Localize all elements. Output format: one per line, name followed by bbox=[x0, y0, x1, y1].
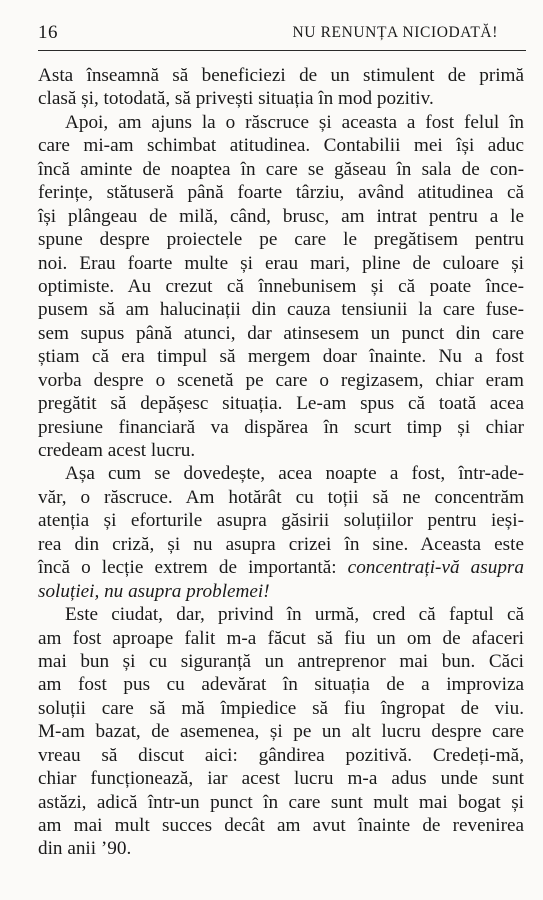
text-line: văr, o răscruce. Am hotărât cu toții să ne concentrăm bbox=[38, 486, 524, 508]
text-line: știam că era timpul să mergem doar înainte. Nu a fost bbox=[38, 346, 524, 368]
text-line: încă o lecție extrem de importantă: concentrați-vă asupra bbox=[38, 557, 524, 579]
text-line: din anii ’90. bbox=[38, 838, 132, 860]
text-line: atenția și eforturile asupra găsirii soluțiilor pentru ieși- bbox=[38, 510, 524, 532]
text-line: își plângeau de milă, când, brusc, am intrat pentru a le bbox=[38, 205, 524, 227]
header-rule bbox=[38, 50, 526, 51]
text-line: credeam acest lucru. bbox=[38, 440, 196, 461]
text-line: am mai mult succes decât am avut înainte de revenirea bbox=[38, 815, 524, 836]
text-line: care mi-am schimbat atitudinea. Contabilii mei își aduc bbox=[38, 135, 524, 157]
running-title: NU RENUNȚA NICIODATĂ! bbox=[292, 24, 498, 41]
text-line: astăzi, adică într-un punct în care sunt mult mai bogat și bbox=[38, 791, 524, 813]
text-line: vorba despre o scenetă pe care o regizasem, chiar eram bbox=[38, 369, 524, 391]
emphasis-text: concentrați-vă asupra bbox=[347, 557, 524, 579]
text-line: ferințe, stătuseră până foarte târziu, având atitudinea că bbox=[38, 182, 524, 204]
text-line: presiune financiară va dispărea în scurt timp și chiar bbox=[38, 416, 524, 438]
text-line: optimiste. Au crezut că înnebunisem și că poate înce- bbox=[38, 275, 524, 297]
text-line: sem supus până atunci, dar atinsesem un punct din care bbox=[38, 322, 524, 344]
text-line: rea din criză, și nu asupra crizei în sine. Aceasta este bbox=[38, 533, 524, 555]
text-line: soluții care să mă împiedice să fiu îngropat de viu. bbox=[38, 697, 524, 719]
text-line: pregătit să depășesc situația. Le-am spus că toată acea bbox=[38, 393, 524, 415]
text-line: Este ciudat, dar, privind în urmă, cred că faptul că bbox=[65, 604, 524, 626]
text-line: spune despre proiectele pe care le pregătisem pentru bbox=[38, 229, 524, 251]
page-number: 16 bbox=[38, 22, 58, 43]
text-line: noi. Erau foarte multe și erau mari, pline de culoare și bbox=[38, 252, 524, 274]
page-header bbox=[38, 22, 526, 46]
text-line: vreau să discut aici: gândirea pozitivă. Credeți-mă, bbox=[38, 744, 524, 766]
text-line: am fost pus cu adevărat în situația de a improviza bbox=[38, 674, 524, 696]
text-line: pusem să am halucinații din cauza tensiunii la care fuse- bbox=[38, 299, 524, 321]
text-line: am fost aproape falit m-a făcut să fiu un om de afaceri bbox=[38, 627, 524, 649]
emphasis-text: soluției, nu asupra problemei! bbox=[38, 580, 270, 602]
text-line: încă aminte de noaptea în care se găseau în sala de con- bbox=[38, 158, 524, 180]
text-line: M-am bazat, de asemenea, și pe un alt lucru despre care bbox=[38, 721, 524, 743]
text-line: Apoi, am ajuns la o răscruce și aceasta a fost felul în bbox=[65, 111, 524, 133]
text-line: Așa cum se dovedește, acea noapte a fost, într-ade- bbox=[65, 463, 524, 485]
text-line: mai bun și cu siguranță un antreprenor mai bun. Căci bbox=[38, 650, 524, 672]
body-text bbox=[38, 64, 524, 861]
text-line: chiar funcționează, iar acest lucru m-a adus unde sunt bbox=[38, 768, 524, 790]
text-line: Asta înseamnă să beneficiezi de un stimulent de primă bbox=[38, 65, 524, 86]
text-line: clasă și, totodată, să privești situația în mod pozitiv. bbox=[38, 88, 434, 110]
text-line bbox=[38, 580, 524, 603]
